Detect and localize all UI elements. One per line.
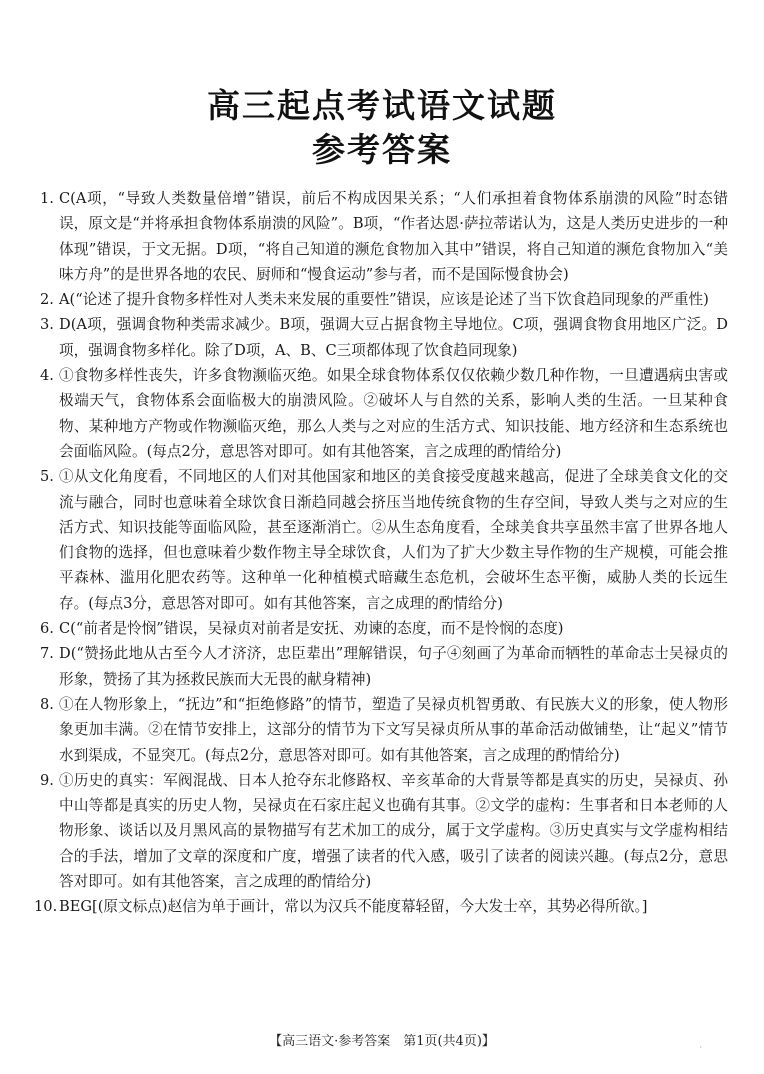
answer-text: A(“论述了提升食物多样性对人类未来发展的重要性”错误，应该是论述了当下饮食趋同现象的严重性) bbox=[59, 291, 709, 309]
answer-number: 6. bbox=[40, 620, 54, 638]
answer-number: 8. bbox=[40, 695, 54, 713]
answer-text: C(A项，“导致人类数量倍增”错误，前后不构成因果关系；“人们承担着食物体系崩溃的风险”时态错误，原文是“并将承担食物体系崩溃的风险”。B项，“作者达恩·萨拉蒂诺认为，这是人类历史进步的一种体现”错误，于文无据。D项，“将自己知道的濒危食物加入其中”错误，将自己知道的濒危食物加入“美味方舟”的是世界各地的农民、厨师和“慢食运动”参与者，而不是国际慢食协会) bbox=[59, 190, 728, 283]
page-title: 高三起点考试语文试题 bbox=[207, 86, 557, 125]
answer-item-3 bbox=[40, 312, 728, 363]
answer-number: 3. bbox=[40, 316, 54, 334]
answer-list bbox=[34, 186, 728, 920]
answer-text: ①在人物形象上，“抚边”和“拒绝修路”的情节，塑造了吴禄贞机智勇敢、有民族大义的形象，使人物形象更加丰满。②在情节安排上，这部分的情节为下文写吴禄贞所从事的革命活动做铺垫，让“起义”情节水到渠成，不显突兀。(每点2分，意思答对即可。如有其他答案，言之成理的酌情给分) bbox=[59, 695, 728, 764]
answer-text: D(A项，强调食物种类需求减少。B项，强调大豆占据食物主导地位。C项，强调食物食用地区广泛。D项，强调食物多样化。除了D项，A、B、C三项都体现了饮食趋同现象) bbox=[59, 316, 728, 359]
page-footer: 【高三语文·参考答案 第1页(共4页)】 bbox=[269, 1034, 495, 1049]
answer-number: 2. bbox=[40, 291, 54, 309]
page-subtitle: 参考答案 bbox=[312, 130, 452, 169]
answer-number: 7. bbox=[40, 645, 54, 663]
answer-text: ①历史的真实：军阀混战、日本人抢夺东北修路权、辛亥革命的大背景等都是真实的历史，吴禄贞、孙中山等都是真实的历史人物，吴禄贞在石家庄起义也确有其事。②文学的虚构：生事者和日本老师的人物形象、谈话以及月黑风高的景物描写有艺术加工的成分，属于文学虚构。③历史真实与文学虚构相结合的手法，增加了文章的深度和广度，增强了读者的代入感，吸引了读者的阅读兴趣。(每点2分，意思答对即可。如有其他答案，言之成理的酌情给分) bbox=[59, 771, 728, 891]
answer-item-2 bbox=[40, 287, 728, 312]
answer-number: 4. bbox=[40, 367, 54, 385]
corner-mark: · bbox=[699, 1043, 702, 1052]
answer-number: 9. bbox=[40, 771, 54, 789]
answer-item-5 bbox=[40, 464, 728, 616]
answer-item-6 bbox=[40, 616, 728, 641]
answer-item-1 bbox=[40, 186, 728, 287]
answer-item-7 bbox=[40, 641, 728, 692]
answer-number: 5. bbox=[40, 468, 54, 486]
answer-number: 10. bbox=[34, 898, 58, 916]
answer-text: D(“赞扬此地从古至今人才济济，忠臣辈出”理解错误，句子④刻画了为革命而牺牲的革命志士吴禄贞的形象，赞扬了其为拯救民族而大无畏的献身精神) bbox=[59, 645, 728, 688]
answer-item-10 bbox=[34, 894, 728, 919]
answer-text: ①从文化角度看，不同地区的人们对其他国家和地区的美食接受度越来越高，促进了全球美食文化的交流与融合，同时也意味着全球饮食日渐趋同越会挤压当地传统食物的生存空间，导致人类与之对应的生活方式、知识技能等面临风险，甚至逐渐消亡。②从生态角度看，全球美食共享虽然丰富了世界各地人们食物的选择，但也意味着少数作物主导全球饮食，人们为了扩大少数主导作物的生产规模，可能会推平森林、滥用化肥农药等。这种单一化种植模式暗藏生态危机，会破坏生态平衡，威胁人类的长远生存。(每点3分，意思答对即可。如有其他答案，言之成理的酌情给分) bbox=[59, 468, 728, 612]
answer-number: 1. bbox=[40, 190, 54, 207]
answer-text: C(“前者是怜悯”错误，吴禄贞对前者是安抚、劝谏的态度，而不是怜悯的态度) bbox=[59, 620, 564, 638]
answer-item-8 bbox=[40, 692, 728, 768]
answer-item-4 bbox=[40, 363, 728, 464]
answer-text: ①食物多样性丧失，许多食物濒临灭绝。如果全球食物体系仅仅依赖少数几种作物，一旦遭遇病虫害或极端天气，食物体系会面临极大的崩溃风险。②破坏人与自然的关系，影响人类的生活。一旦某种食物、某种地方产物或作物濒临灭绝，那么人类与之对应的生活方式、知识技能、地方经济和生态系统也会面临风险。(每点2分，意思答对即可。如有其他答案，言之成理的酌情给分) bbox=[59, 367, 728, 460]
answer-item-9 bbox=[40, 768, 728, 894]
answer-text: BEG[(原文标点)赵信为单于画计，常以为汉兵不能度幕轻留，今大发士卒，其势必得所欲。] bbox=[59, 898, 648, 916]
